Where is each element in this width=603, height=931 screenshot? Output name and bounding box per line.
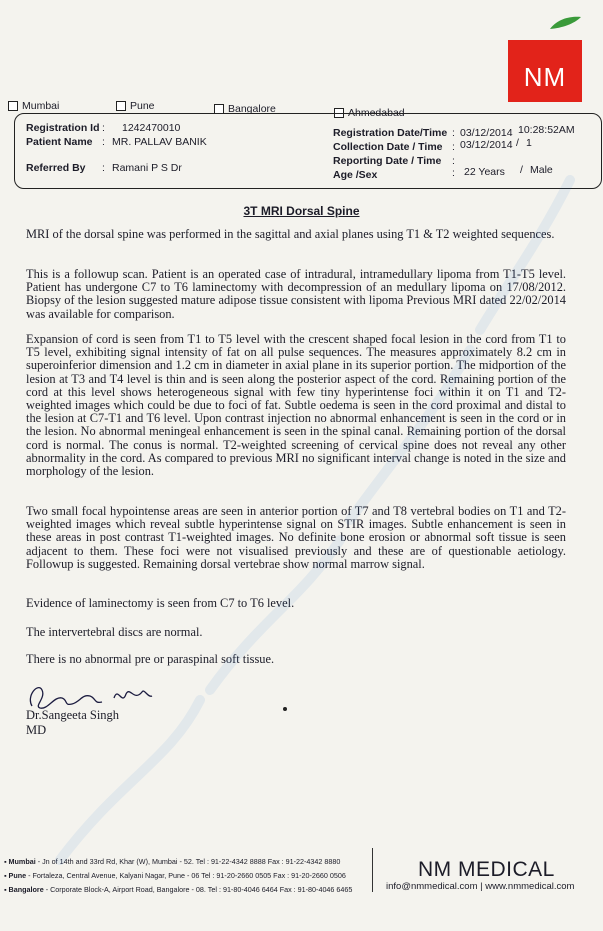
report-paragraph: There is no abnormal pre or paraspinal soft tissue. [26,652,275,666]
report-paragraph: Two small focal hypointense areas are seen in anterior portion of T7 and T8 vertebral bodies on T1 and T2-weighted images which reveal subtle hyperintense signal on STIR images. Subtle enhancement is seen in these areas in post contrast T1-weighted images. No definite bone erosion or abnormal soft tissue is seen adjacent to them. These foci were not visualised previously and these are of questionable aetiology. Followup is suggested. Remaining dorsal vertebrae show normal marrow signal. [26,504,566,571]
report-paragraph: Evidence of laminectomy is seen from C7 to T6 level. [26,596,295,610]
contact-info: info@nmmedical.com | www.nmmedical.com [386,881,575,892]
report-title: 3T MRI Dorsal Spine [243,204,360,218]
report-paragraph: Expansion of cord is seen from T1 to T5 level with the crescent shaped focal lesion in the cord from T1 to T5 level, exhibiting signal intensity of fat on all pulse sequences. The measures approximately 8.2 cm in superoinferior dimension and 1.2 cm in diameter in axial plane in its superior portion. The midportion of the lesion at T3 and T4 level is thin and is seen along the posterior aspect of the cord. Remaining portion of the cord at this level shows heterogeneous signal with few tiny hyperintense foci within it on T1 and T2-weighted images which could be due to foci of fat. Subtle oedema is seen in the cord proximal and distal to the lesion at C7-T1 and T6 level. Upon contrast injection no abnormal enhancement is seen in the cord or in the lesion. No abnormal meningeal enhancement is seen in the spinal canal. Remaining portion of the dorsal cord is normal. The conus is normal. T2-weighted screening of cervical spine does not reveal any other abnormality in the cord. As compared to previous MRI no significant interval change is noted in the size and morphology of the lesion. [26,332,566,479]
address-mumbai: ▪ Mumbai - Jn of 14th and 33rd Rd, Khar (W), Mumbai - 52. Tel : 91-22-4342 8888 Fax : 91-22-4342 8880 [4,857,341,866]
footer-addresses [4,855,364,897]
brand-name: NM MEDICAL [418,858,555,881]
city-mumbai [8,100,59,112]
age-sex-label: Age /Sex [333,169,378,181]
checkbox-icon [116,101,126,111]
address-bangalore: ▪ Bangalore - Corporate Block-A, Airport Road, Bangalore - 08. Tel : 91-80-4046 6464 Fax : 91-80-4046 6465 [4,885,353,894]
leaf-icon [548,16,582,30]
city-label: Mumbai [22,100,60,112]
logo-text: NM [523,62,567,92]
report-paragraph: This is a followup scan. Patient is an operated case of intradural, intramedullary lipoma from T1-T5 level. Patient has undergone C7 to T6 laminectomy with decompression of an medullary lipoma on 17/08/2012. Biopsy of the lesion suggested mature adipose tissue consistent with lipoma Previous MRI dated 22/02/2014 was available for comparison. [26,267,566,321]
collection-time: 1 [526,137,532,149]
report-paragraph: The intervertebral discs are normal. [26,625,203,639]
patient-name-label: Patient Name [26,136,93,148]
registration-id: 1242470010 [122,122,181,134]
registration-date: 03/12/2014 [460,127,513,139]
reporting-datetime-label: Reporting Date / Time [333,155,442,167]
signatory-degree: MD [26,723,47,737]
report-paragraph: MRI of the dorsal spine was performed in the sagittal and axial planes using T1 & T2 weighted sequences. [26,227,555,241]
city-pune [116,100,155,112]
checkbox-icon [8,101,18,111]
patient-name: MR. PALLAV BANIK [112,136,207,148]
referred-by: Ramani P S Dr [112,162,182,174]
city-label: Ahmedabad [348,107,405,119]
ink-dot [283,707,287,711]
nm-logo [508,40,582,102]
city-label: Bangalore [228,103,276,115]
collection-datetime-label: Collection Date / Time [333,141,443,153]
footer-divider [372,848,373,892]
registration-time: 10:28:52AM [518,124,575,136]
report-page: NM Mumbai Pune Bangalore Ahmedabad Registration Id : 1242470010 Patient Name : MR. PALLAV BANIK Referred By : Ramani P S Dr Registration Date/Time : 03/12/2014 10:28:52AM Collection Date / Time : 03/12/2014 / 1 Reporting Date / Time : Age /Sex : 22 Years / Male 3T MRI Dorsal Spine MRI of the dorsal spine was performed in the sagittal and axial planes using T1 & T2 weighted sequences. This is a followup scan. Patient is an operated case of intradural, intramedullary lipoma from T1-T5 level. Patient has undergone C7 to T6 laminectomy with decompression of an medullary lipoma on 17/08/2012. Biopsy of the lesion suggested mature adipose tissue consistent with lipoma Previous MRI dated 22/02/2014 was available for comparison. Expansion of cord is seen from T1 to T5 level with the crescent shaped focal lesion in the cord from T1 to T5 level, exhibiting signal intensity of fat on all pulse sequences. The measures approximately 8.2 cm in superoinferior dimension and 1.2 cm in diameter in axial plane in its superior portion. The midportion of the lesion at T3 and T4 level is thin and is seen along the posterior aspect of the cord. Remaining portion of the cord at this level shows heterogeneous signal with few tiny hyperintense foci within it on T1 and T2-weighted images which could be due to foci of fat. Subtle oedema is seen in the cord proximal and distal to the lesion at C7-T1 and T6 level. Upon contrast injection no abnormal enhancement is seen in the cord or in the lesion. No abnormal meningeal enhancement is seen in the spinal canal. Remaining portion of the dorsal cord is normal. The conus is normal. T2-weighted screening of cervical spine does not reveal any other abnormality in the cord. As compared to previous MRI no significant interval change is noted in the size and morphology of the lesion. Two small focal hypointense areas are seen in anterior portion of T7 and T8 vertebral bodies on T1 and T2-weighted images which reveal subtle hyperintense signal on STIR images. Subtle enhancement is seen in these areas in post contrast T1-weighted images. No definite bone erosion or abnormal soft tissue is seen adjacent to them. These foci were not visualised previously and these are of questionable aetiology. Followup is suggested. Remaining dorsal vertebrae show normal marrow signal. Evidence of laminectomy is seen from C7 to T6 level. The intervertebral discs are normal. There is no abnormal pre or paraspinal soft tissue. Dr.Sangeeta Singh MD ▪ Mumbai - Jn of 14th and 33rd Rd, Khar (W), Mumbai - 52. Tel : 91-22-4342 8888 Fax : 91-22-4342 8880 ▪ Pune - Fortaleza, Central Avenue, Kalyani Nagar, Pune - 06 Tel : 91-20-2660 0505 Fax : 91-20-2660 0506 ▪ Bangalore - Corporate Block-A, Airport Road, Bangalore - 08. Tel : 91-80-4046 6464 Fax : 91-80-4046 6465 NM MEDICAL info@nmmedical.com | www.nmmedical.com [0,0,603,931]
registration-id-label: Registration Id [26,122,100,134]
signatory-name: Dr.Sangeeta Singh [26,708,120,722]
registration-datetime-label: Registration Date/Time [333,127,448,139]
age: 22 Years [464,166,505,178]
address-pune: ▪ Pune - Fortaleza, Central Avenue, Kalyani Nagar, Pune - 06 Tel : 91-20-2660 0505 Fax : 91-20-2660 0506 [4,871,346,880]
city-label: Pune [130,100,155,112]
sex: Male [530,164,553,176]
collection-date: 03/12/2014 [460,139,513,151]
referred-by-label: Referred By [26,162,86,174]
